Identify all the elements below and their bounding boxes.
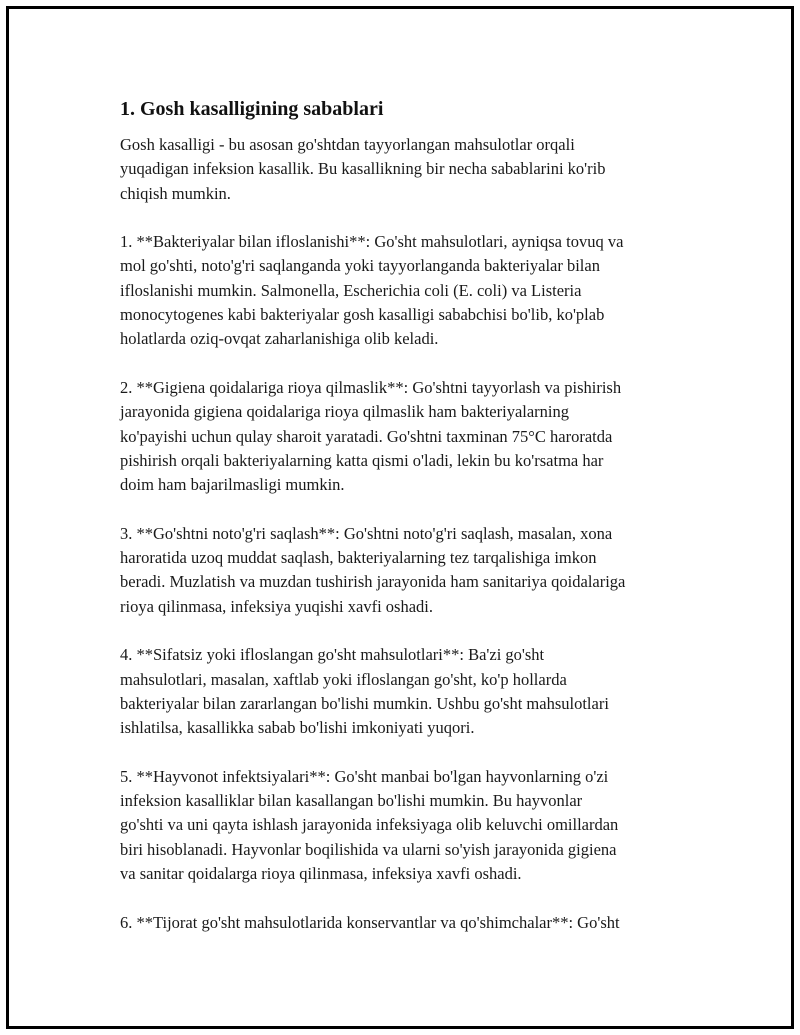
cause-paragraph-3: 3. **Go'shtni noto'g'ri saqlash**: Go'shtni noto'g'ri saqlash, masalan, xona haroratida uzoq muddat saqlash, bakteriyalarning tez tarqalishiga imkon beradi. Muzlatish va muzdan tushirish jarayonida ham sanitariya qoidalariga rioya qilinmasa, infeksiya yuqishi xavfi oshadi. (120, 523, 626, 616)
cause-paragraph-6: 6. **Tijorat go'sht mahsulotlarida konservantlar va qo'shimchalar**: Go'sht (120, 912, 620, 932)
page-frame (6, 6, 794, 1029)
section-heading: 1. Gosh kasalligining sabablari (120, 98, 384, 120)
intro-paragraph: Gosh kasalligi - bu asosan go'shtdan tayyorlangan mahsulotlar orqali yuqadigan infeksion kasallik. Bu kasallikning bir necha sabablarini ko'rib chiqish mumkin. (120, 135, 606, 203)
cause-paragraph-2: 2. **Gigiena qoidalariga rioya qilmaslik**: Go'shtni tayyorlash va pishirish jarayonida gigiena qoidalariga rioya qilmaslik ham bakteriyalarning ko'payishi uchun qulay sharoit yaratadi. Go'shtni taxminan 75°C haroratda pishirish orqali bakteriyalarning katta qismi o'ladi, lekin bu ko'rsatma har doim ham bajarilmasligi mumkin. (120, 377, 622, 495)
cause-paragraph-5: 5. **Hayvonot infektsiyalari**: Go'sht manbai bo'lgan hayvonlarning o'zi infeksion kasalliklar bilan kasallangan bo'lishi mumkin. Bu hayvonlar go'shti va uni qayta ishlash jarayonida infeksiyaga olib keluvchi omillardan biri hisoblanadi. Hayvonlar boqilishida va ularni so'yish jarayonida gigiena va sanitar qoidalarga rioya qilinmasa, infeksiya xavfi oshadi. (120, 766, 619, 883)
document-body (120, 97, 700, 959)
cause-paragraph-1: 1. **Bakteriyalar bilan ifloslanishi**: Go'sht mahsulotlari, ayniqsa tovuq va mol go'shti, noto'g'ri saqlanganda yoki tayyorlanganda bakteriyalar bilan ifloslanishi mumkin. Salmonella, Escherichia coli (E. coli) va Listeria monocytogenes kabi bakteriyalar gosh kasalligi sababchisi bo'lib, ko'plab holatlarda oziq-ovqat zaharlanishiga olib keladi. (120, 232, 624, 349)
cause-paragraph-4: 4. **Sifatsiz yoki ifloslangan go'sht mahsulotlari**: Ba'zi go'sht mahsulotlari, masalan, xaftlab yoki ifloslangan go'sht, ko'p hollarda bakteriyalar bilan zararlangan bo'lishi mumkin. Ushbu go'sht mahsulotlari ishlatilsa, kasallikka sabab bo'lishi imkoniyati yuqori. (120, 645, 609, 738)
